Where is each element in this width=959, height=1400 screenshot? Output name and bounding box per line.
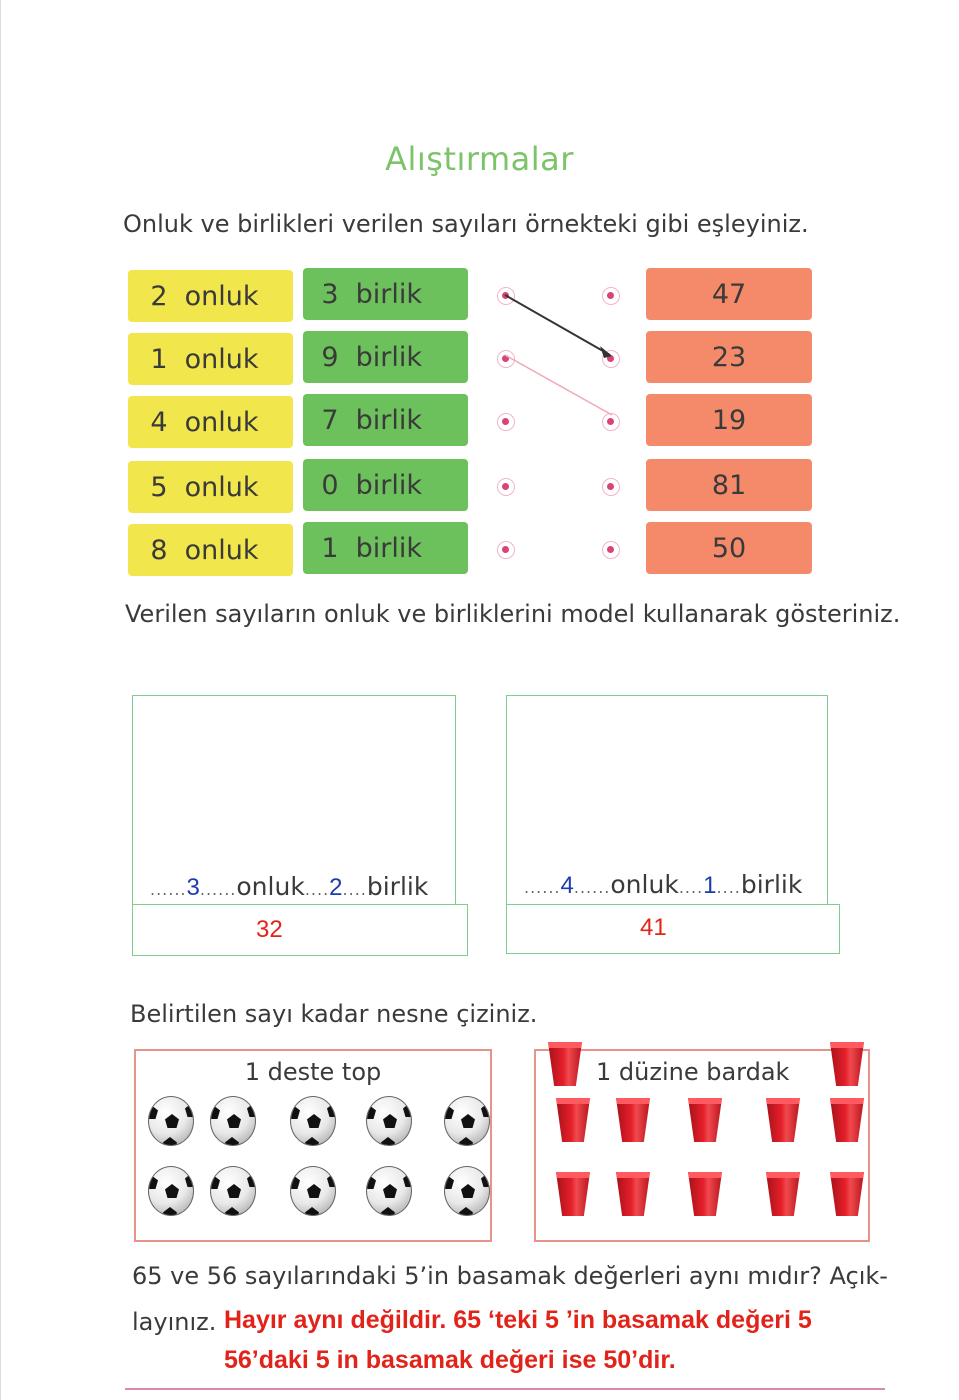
q4-question-line2: layınız.: [132, 1308, 217, 1336]
faint-match-line: [505, 355, 612, 415]
birlik-label: birlik: [366, 872, 429, 901]
matching-lines: [0, 0, 959, 600]
soccer-ball-icon: [210, 1166, 256, 1216]
ones-value: 3: [321, 278, 339, 310]
ones-value: 9: [321, 341, 339, 373]
soccer-ball-icon: [366, 1166, 412, 1216]
q4-question-line1: 65 ve 56 sayılarındaki 5’in basamak değerleri aynı mıdır? Açık-: [132, 1262, 888, 1290]
right-tens-answer: 4: [560, 872, 574, 899]
tens-value: 2: [150, 280, 168, 312]
answer-box-left: [132, 904, 468, 956]
ones-word: birlik: [355, 341, 422, 373]
ones-word: birlik: [355, 532, 422, 564]
onluk-label: onluk: [236, 872, 305, 901]
tens-value: 4: [150, 406, 168, 438]
soccer-ball-icon: [444, 1096, 490, 1146]
ones-value: 7: [321, 404, 339, 436]
tens-word: onluk: [184, 280, 259, 312]
left-tens-answer: 3: [186, 874, 200, 901]
ones-value: 0: [321, 469, 339, 501]
tens-value: 1: [150, 343, 168, 375]
tens-word: onluk: [184, 343, 259, 375]
fill-line-left: ......3......onluk....2....birlik: [150, 872, 429, 901]
left-ones-answer: 2: [329, 874, 343, 901]
q1-instruction: Onluk ve birlikleri verilen sayıları örnekteki gibi eşleyiniz.: [123, 210, 809, 238]
soccer-ball-icon: [444, 1166, 490, 1216]
number-value: 81: [711, 469, 747, 501]
example-match-line: [505, 295, 610, 355]
ones-word: birlik: [355, 469, 422, 501]
soccer-ball-icon: [290, 1096, 336, 1146]
soccer-ball-icon: [210, 1096, 256, 1146]
q2-instruction: Verilen sayıların onluk ve birliklerini model kullanarak gösteriniz.: [125, 600, 901, 628]
q4-answer-line1: Hayır aynı değildir. 65 ‘teki 5 ’in basamak değeri 5: [224, 1306, 812, 1334]
number-value: 50: [711, 532, 747, 564]
tens-value: 5: [150, 471, 168, 503]
bottom-divider: [125, 1388, 885, 1390]
page-title: Alıştırmalar: [385, 140, 574, 178]
right-ones-answer: 1: [703, 872, 717, 899]
cups-label: 1 düzine bardak: [596, 1058, 790, 1086]
ones-word: birlik: [355, 404, 422, 436]
tens-value: 8: [150, 534, 168, 566]
number-value: 47: [711, 278, 747, 310]
arrow-head-icon: [600, 346, 612, 358]
q3-instruction: Belirtilen sayı kadar nesne çiziniz.: [130, 1000, 538, 1028]
ones-value: 1: [321, 532, 339, 564]
tens-word: onluk: [184, 534, 259, 566]
right-number-answer: 41: [640, 914, 667, 941]
soccer-ball-icon: [290, 1166, 336, 1216]
soccer-ball-icon: [148, 1166, 194, 1216]
fill-line-right: ......4......onluk....1....birlik: [524, 870, 803, 899]
onluk-label: onluk: [610, 870, 679, 899]
number-value: 19: [711, 404, 747, 436]
q4-answer-line2: 56’daki 5 in basamak değeri ise 50’dir.: [224, 1346, 676, 1374]
number-value: 23: [711, 341, 747, 373]
tens-word: onluk: [184, 471, 259, 503]
ones-word: birlik: [355, 278, 422, 310]
soccer-ball-icon: [148, 1096, 194, 1146]
balls-label: 1 deste top: [244, 1058, 382, 1086]
soccer-ball-icon: [366, 1096, 412, 1146]
answer-box-right: [506, 904, 840, 954]
tens-word: onluk: [184, 406, 259, 438]
left-number-answer: 32: [256, 916, 283, 943]
birlik-label: birlik: [740, 870, 803, 899]
